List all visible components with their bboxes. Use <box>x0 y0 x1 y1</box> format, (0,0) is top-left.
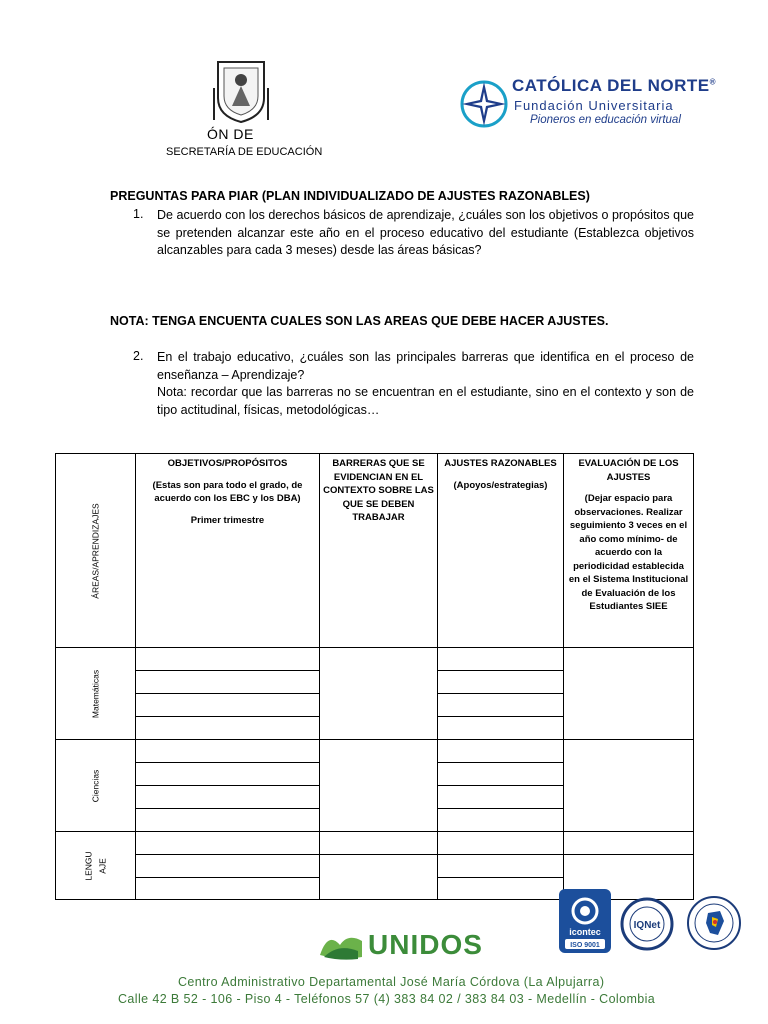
objetivo-cell[interactable] <box>136 809 320 832</box>
footer-address-line-2: Calle 42 B 52 - 106 - Piso 4 - Teléfonos 57 (4) 383 84 02 / 383 84 03 - Medellín - Colombia <box>118 992 656 1006</box>
secretaria-prefix: ÓN DE <box>207 126 254 142</box>
catolica-subtitle: Fundación Universitaria <box>514 98 674 113</box>
unidos-logo <box>318 925 488 965</box>
catolica-name: CATÓLICA DEL NORTE® <box>512 76 716 95</box>
evaluacion-cell[interactable] <box>564 740 694 832</box>
evaluacion-cell[interactable] <box>564 648 694 740</box>
ajuste-cell[interactable] <box>438 809 564 832</box>
question-1-number: 1. <box>133 207 144 221</box>
unidos-wordmark: UNIDOS <box>368 929 483 960</box>
barreras-cell[interactable] <box>320 832 438 855</box>
objetivo-cell[interactable] <box>136 694 320 717</box>
barreras-cell[interactable] <box>320 648 438 740</box>
question-2-text <box>157 349 694 419</box>
footer-address-line-1: Centro Administrativo Departamental José María Córdova (La Alpujarra) <box>178 975 605 989</box>
objetivo-cell[interactable] <box>136 878 320 900</box>
icontec-certification-badge <box>559 889 611 953</box>
secretaria-name: SECRETARÍA DE EDUCACIÓN <box>166 146 323 158</box>
ajuste-cell[interactable] <box>438 878 564 900</box>
objetivo-cell[interactable] <box>136 855 320 878</box>
question-2-note: Nota: recordar que las barreras no se encuentran en el estudiante, sino en el contexto y son de tipo actitudinal, físicas, metodológicas… <box>157 385 694 417</box>
objetivo-cell[interactable] <box>136 671 320 694</box>
objetivo-cell[interactable] <box>136 717 320 740</box>
objetivos-title: OBJETIVOS/PROPÓSITOS <box>167 458 288 469</box>
header-areas: ÁREAS/APRENDIZAJES <box>56 454 136 648</box>
objetivo-cell[interactable] <box>136 786 320 809</box>
government-seal-badge <box>686 895 742 951</box>
objetivo-cell[interactable] <box>136 763 320 786</box>
header-objetivos <box>136 454 320 648</box>
barreras-cell[interactable] <box>320 740 438 832</box>
row-label-matematicas: Matemáticas <box>56 648 136 740</box>
ajuste-cell[interactable] <box>438 648 564 671</box>
svg-text:IQNet: IQNet <box>633 920 661 931</box>
ajuste-cell[interactable] <box>438 671 564 694</box>
objetivo-cell[interactable] <box>136 648 320 671</box>
header-evaluacion <box>564 454 694 648</box>
catolica-del-norte-logo <box>440 70 716 136</box>
header-barreras: BARRERAS QUE SE EVIDENCIAN EN EL CONTEXTO SOBRE LAS QUE SE DEBEN TRABAJAR <box>320 454 438 648</box>
question-2-number: 2. <box>133 349 144 363</box>
svg-text:icontec: icontec <box>569 927 601 937</box>
objetivos-note: (Estas son para todo el grado, de acuerdo con los EBC y los DBA) <box>152 479 303 504</box>
evaluacion-title: EVALUACIÓN DE LOS AJUSTES <box>578 458 679 483</box>
ajuste-cell[interactable] <box>438 694 564 717</box>
ajuste-cell[interactable] <box>438 763 564 786</box>
ajuste-cell[interactable] <box>438 786 564 809</box>
unidos-mountain-icon <box>318 927 364 961</box>
question-2-body: En el trabajo educativo, ¿cuáles son las principales barreras que identifica en el proceso de enseñanza – Aprendizaje? <box>157 350 694 382</box>
evaluacion-note: (Dejar espacio para observaciones. Realizar seguimiento 3 veces en el año como mínimo- de acuerdo con la periodicidad establecida en el Sistema Institucional de Evaluación de los Estudiantes SIEE <box>568 493 689 612</box>
ajustes-note: (Apoyos/estrategias) <box>453 479 548 491</box>
svg-text:ISO 9001: ISO 9001 <box>570 942 600 949</box>
antioquia-crest-logo <box>212 58 270 124</box>
compass-star-icon <box>458 78 510 130</box>
catolica-tagline: Pioneros en educación virtual <box>530 114 681 126</box>
page-title: PREGUNTAS PARA PIAR (PLAN INDIVIDUALIZADO DE AJUSTES RAZONABLES) <box>110 189 590 203</box>
note-heading: NOTA: TENGA ENCUENTA CUALES SON LAS AREAS QUE DEBE HACER AJUSTES. <box>110 314 609 328</box>
ajuste-cell[interactable] <box>438 832 564 855</box>
ajuste-cell[interactable] <box>438 717 564 740</box>
iqnet-certification-badge <box>620 897 674 951</box>
objetivos-period: Primer trimestre <box>190 514 265 526</box>
piar-table <box>55 453 693 899</box>
question-1-text: De acuerdo con los derechos básicos de aprendizaje, ¿cuáles son los objetivos o propósitos que se pretenden alcanzar este año en el proceso educativo del estudiante (Establezca objetivos alcanzables para cada 3 meses) desde las áreas básicas? <box>157 208 694 257</box>
barreras-cell[interactable] <box>320 855 438 900</box>
header-ajustes <box>438 454 564 648</box>
objetivo-cell[interactable] <box>136 832 320 855</box>
objetivo-cell[interactable] <box>136 740 320 763</box>
evaluacion-cell[interactable] <box>564 832 694 855</box>
ajuste-cell[interactable] <box>438 740 564 763</box>
ajuste-cell[interactable] <box>438 855 564 878</box>
row-label-ciencias: Ciencias <box>56 740 136 832</box>
row-label-lenguaje: LENGU AJE <box>56 832 136 900</box>
ajustes-title: AJUSTES RAZONABLES <box>444 458 557 469</box>
